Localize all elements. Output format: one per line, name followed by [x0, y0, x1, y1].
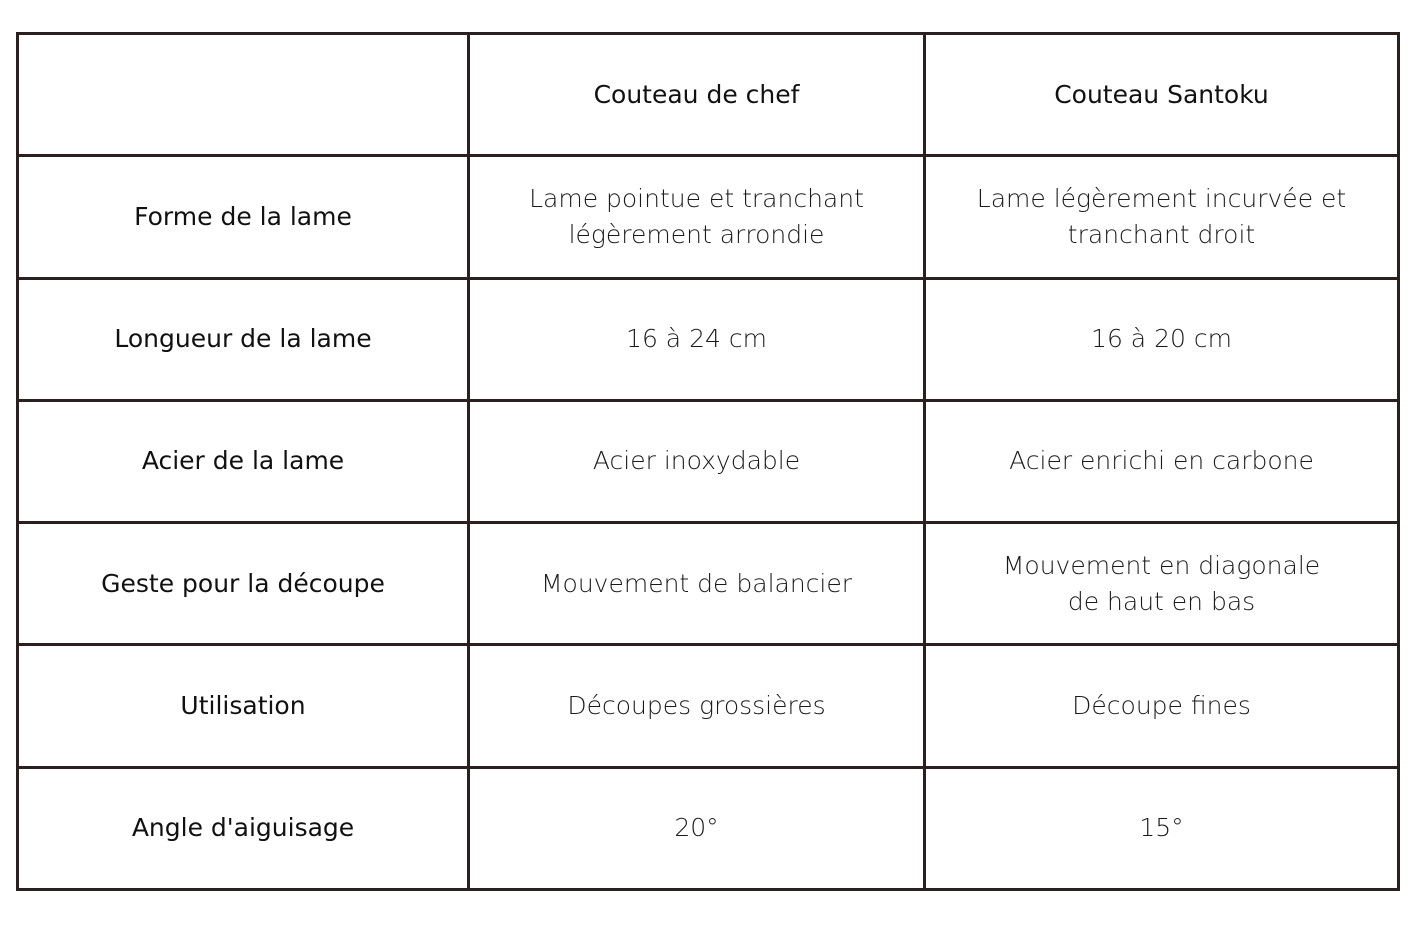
chef-sharpening-angle-cell: [469, 767, 925, 889]
santoku-blade-length-cell: [925, 278, 1399, 400]
row-label-blade-shape: Forme de la lame: [18, 156, 469, 278]
cell-line: Découpe fines: [1072, 691, 1251, 721]
column-header-santoku-knife: Couteau Santoku: [925, 34, 1399, 156]
table-row: [18, 645, 1399, 767]
row-label-blade-length: Longueur de la lame: [18, 278, 469, 400]
cell-line: 16 à 20 cm: [1091, 324, 1232, 354]
chef-blade-steel-cell: [469, 400, 925, 522]
knife-comparison-table: [16, 32, 1400, 891]
chef-usage-cell: [469, 645, 925, 767]
row-label-blade-steel: Acier de la lame: [18, 400, 469, 522]
table-row: [18, 523, 1399, 645]
chef-blade-length-cell: [469, 278, 925, 400]
cell-line: Mouvement de balancier: [540, 568, 853, 598]
cell-line: 20°: [674, 813, 719, 843]
santoku-sharpening-angle-cell: [925, 767, 1399, 889]
table-row: [18, 278, 1399, 400]
column-header-chef-knife: Couteau de chef: [469, 34, 925, 156]
santoku-cutting-motion-cell: [925, 523, 1399, 645]
row-label-sharpening-angle: Angle d'aiguisage: [18, 767, 469, 889]
chef-blade-shape-cell: [469, 156, 925, 278]
cell-line: tranchant droit: [1067, 219, 1256, 249]
santoku-blade-steel-cell: [925, 400, 1399, 522]
cell-line: 16 à 24 cm: [626, 324, 767, 354]
cell-line: Acier inoxydable: [592, 446, 801, 476]
table-header-row: [18, 34, 1399, 156]
table-row: [18, 767, 1399, 889]
corner-cell: [18, 34, 469, 156]
santoku-blade-shape-cell: [925, 156, 1399, 278]
santoku-usage-cell: [925, 645, 1399, 767]
cell-line: de haut en bas: [1067, 586, 1256, 616]
cell-line: Mouvement en diagonale: [1002, 550, 1321, 580]
cell-line: Lame pointue et tranchant: [529, 183, 864, 213]
chef-cutting-motion-cell: [469, 523, 925, 645]
table-row: [18, 156, 1399, 278]
row-label-usage: Utilisation: [18, 645, 469, 767]
table-row: [18, 400, 1399, 522]
cell-line: 15°: [1139, 813, 1184, 843]
cell-line: Lame légèrement incurvée et: [976, 183, 1347, 213]
row-label-cutting-motion: Geste pour la découpe: [18, 523, 469, 645]
cell-line: légèrement arrondie: [568, 219, 825, 249]
cell-line: Découpes grossières: [567, 691, 826, 721]
cell-line: Acier enrichi en carbone: [1009, 446, 1314, 476]
